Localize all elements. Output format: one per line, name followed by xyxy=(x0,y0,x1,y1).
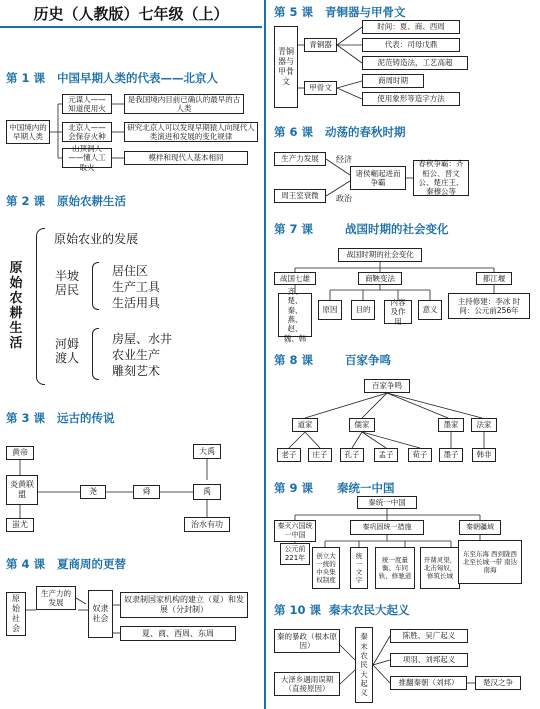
lesson-topic: 原始农耕生活 xyxy=(57,194,127,208)
l9-root: 秦统一中国 xyxy=(357,496,417,509)
l10-tyranny: 秦的暴政（根本原因） xyxy=(274,629,340,653)
l1-root: 中国境内的早期人类 xyxy=(6,120,50,144)
column-divider xyxy=(264,0,266,709)
lesson-topic: 秦末农民大起义 xyxy=(329,603,410,617)
l3-yanhuang: 炎黄联盟 xyxy=(6,475,38,505)
l7-dujiangyan-info: 主持修建：李冰 时间：公元前256年 xyxy=(448,293,530,319)
l8-zhuangzi: 庄子 xyxy=(308,448,332,462)
lesson-3-heading xyxy=(6,410,115,426)
l8-hanfei: 韩非 xyxy=(472,448,496,462)
l4-productivity: 生产力的发展 xyxy=(36,586,76,610)
l6-hegemony: 春秋争霸：齐桓公、晋文公、楚庄王、秦穆公等 xyxy=(413,160,469,196)
lesson-number: 第 6 课 xyxy=(274,125,314,139)
l2-banpo: 半坡居民 xyxy=(54,269,79,297)
l7-content: 内容及作用 xyxy=(384,300,412,324)
l2-hemudu-3: 雕刻艺术 xyxy=(112,364,161,378)
lesson-number: 第 8 课 xyxy=(274,353,314,367)
l9-territory: 秦朝疆域 xyxy=(459,520,501,535)
l5-oracle-1: 商周时期 xyxy=(362,74,424,88)
lesson-10-heading xyxy=(274,602,410,618)
l8-mo: 墨家 xyxy=(438,418,464,432)
lesson-number: 第 3 课 xyxy=(6,411,46,425)
l1-shandingdong-note: 模样和现代人基本相同 xyxy=(124,151,248,165)
lesson-9-heading xyxy=(274,480,395,496)
l6-decline: 周王室衰微 xyxy=(274,189,326,203)
l10-dazexiang: 大泽乡遇雨误期（直接原因） xyxy=(274,672,340,696)
l8-mengzi: 孟子 xyxy=(374,448,398,462)
l7-warring: 战国七雄 xyxy=(274,272,316,285)
l9-measure-2: 统一文字 xyxy=(350,547,368,589)
l2-banpo-brace xyxy=(92,262,99,310)
l4-state: 奴隶制国家机构的建立（夏）和发展（分封制） xyxy=(120,592,248,618)
l9-measure-4: 开凿灵渠，北击匈奴，修筑长城 xyxy=(420,547,460,589)
l10-chuhan: 楚汉之争 xyxy=(475,676,521,690)
lesson-5-heading xyxy=(274,4,406,20)
l1-beijing: 北京人——会保存火种 xyxy=(62,122,112,142)
l5-bronze-1: 时间：夏、商、西周 xyxy=(362,20,460,34)
l3-yao: 尧 xyxy=(80,485,106,499)
l5-root: 青铜器与甲骨文 xyxy=(274,26,298,108)
l2-banpo-1: 居住区 xyxy=(112,264,149,278)
l6-rise: 诸侯崛起进而争霸 xyxy=(350,166,406,190)
l3-dayu: 大禹 xyxy=(193,444,221,459)
l7-shangyang: 商鞅变法 xyxy=(358,272,402,285)
l9-year: 公元前221年 xyxy=(280,543,310,565)
l7-warring-list: 齐、楚、秦、燕、赵、魏、韩 xyxy=(278,293,312,337)
l3-huangdi: 黄帝 xyxy=(6,446,34,460)
lesson-topic: 中国早期人类的代表——北京人 xyxy=(57,71,219,85)
l8-ru: 儒家 xyxy=(349,418,375,432)
lesson-1-heading xyxy=(6,70,218,86)
l5-oracle: 甲骨文 xyxy=(304,81,337,95)
l6-politics: 政治 xyxy=(336,194,352,203)
l9-territory-info: 东至东海 西到陇西 北至长城一带 南达南海 xyxy=(458,540,522,584)
lesson-topic: 青铜器与甲骨文 xyxy=(325,5,406,19)
l2-brace xyxy=(36,228,45,385)
l2-root: 原始农耕生活 xyxy=(9,261,23,351)
lesson-number: 第 9 课 xyxy=(274,481,314,495)
l4-primitive: 原始社会 xyxy=(6,592,26,636)
l2-hemudu-2: 农业生产 xyxy=(112,348,161,362)
l5-bronze-3: 泥范铸造法，工艺高超 xyxy=(362,56,468,70)
lesson-number: 第 7 课 xyxy=(274,222,314,236)
l7-purpose: 目的 xyxy=(351,300,375,320)
l9-measure-1: 创立大一统的中央集权制度 xyxy=(312,547,340,589)
l9-unify: 秦灭六国统一中国 xyxy=(274,520,316,542)
l8-kongzi: 孔子 xyxy=(340,448,364,462)
lesson-number: 第 10 课 xyxy=(274,603,322,617)
l5-oracle-2: 使用象形等造字方法 xyxy=(362,92,460,106)
lesson-topic: 动荡的春秋时期 xyxy=(325,125,406,139)
lesson-topic: 战国时期的社会变化 xyxy=(345,222,449,236)
l1-shandingdong: 山顶洞人——懂人工取火 xyxy=(62,148,112,168)
lesson-4-heading xyxy=(6,556,126,572)
l5-bronze-2: 代表：司母戊鼎 xyxy=(362,38,460,52)
l6-economy: 经济 xyxy=(336,155,352,164)
l8-root: 百家争鸣 xyxy=(364,379,410,393)
l10-uprising: 秦末农民大起义 xyxy=(355,627,373,703)
l4-slave: 奴隶社会 xyxy=(88,590,113,638)
l1-yuanmou-note: 是我国境内目前已确认的最早的古人类 xyxy=(124,94,244,114)
l5-bronze: 青铜器 xyxy=(304,38,337,52)
lesson-number: 第 5 课 xyxy=(274,5,314,19)
l7-meaning: 意义 xyxy=(418,300,442,320)
l2-agriculture: 原始农业的发展 xyxy=(54,232,139,246)
l10-xiangyu: 项羽、刘邦起义 xyxy=(390,653,468,667)
lesson-number: 第 4 课 xyxy=(6,557,46,571)
l3-shun: 舜 xyxy=(133,485,160,499)
lesson-topic: 远古的传说 xyxy=(57,411,115,425)
l8-fa: 法家 xyxy=(471,418,497,432)
l2-banpo-2: 生产工具 xyxy=(112,280,161,294)
l10-overthrow: 推翻秦朝（刘邦） xyxy=(390,676,467,690)
l3-flood: 治水有功 xyxy=(184,517,230,532)
lesson-topic: 百家争鸣 xyxy=(345,353,392,367)
l8-dao: 道家 xyxy=(292,418,318,432)
l6-productivity: 生产力发展 xyxy=(274,152,326,166)
l3-chiyou: 蚩尤 xyxy=(6,518,34,532)
l3-yu: 禹 xyxy=(193,484,221,500)
page-title: 历史（人教版）七年级（上） xyxy=(0,0,262,28)
l8-laozi: 老子 xyxy=(277,448,301,462)
l7-reason: 原因 xyxy=(318,300,342,320)
l8-xunzi: 荀子 xyxy=(408,448,432,462)
lesson-number: 第 1 课 xyxy=(6,71,46,85)
l8-mozi: 墨子 xyxy=(439,448,463,462)
l7-root: 战国时期的社会变化 xyxy=(338,248,422,262)
lesson-topic: 夏商周的更替 xyxy=(57,557,127,571)
lesson-2-heading xyxy=(6,193,126,209)
l2-banpo-3: 生活用具 xyxy=(112,296,161,310)
l2-hemudu-brace xyxy=(92,328,99,380)
l1-yuanmou: 元谋人——知道使用火 xyxy=(62,94,112,114)
l9-measures: 秦巩固统一措施 xyxy=(350,520,424,535)
l2-hemudu: 河姆渡人 xyxy=(54,337,79,365)
lesson-7-heading xyxy=(274,221,449,237)
lesson-number: 第 2 课 xyxy=(6,194,46,208)
lesson-topic: 秦统一中国 xyxy=(337,481,395,495)
l9-measure-3: 统一度量衡、车同轨、修驰道 xyxy=(375,547,415,589)
l4-dynasties: 夏、商、西周、东周 xyxy=(120,626,236,641)
l1-beijing-note: 研究北京人可以发现早期猿人向现代人类演进和发展的变化规律 xyxy=(124,122,258,142)
lesson-8-heading xyxy=(274,352,391,368)
l7-dujiangyan: 都江堰 xyxy=(476,272,512,285)
lesson-6-heading xyxy=(274,124,406,140)
l10-chensheng: 陈胜、吴广起义 xyxy=(390,629,468,643)
l2-hemudu-1: 房屋、水井 xyxy=(112,332,173,346)
